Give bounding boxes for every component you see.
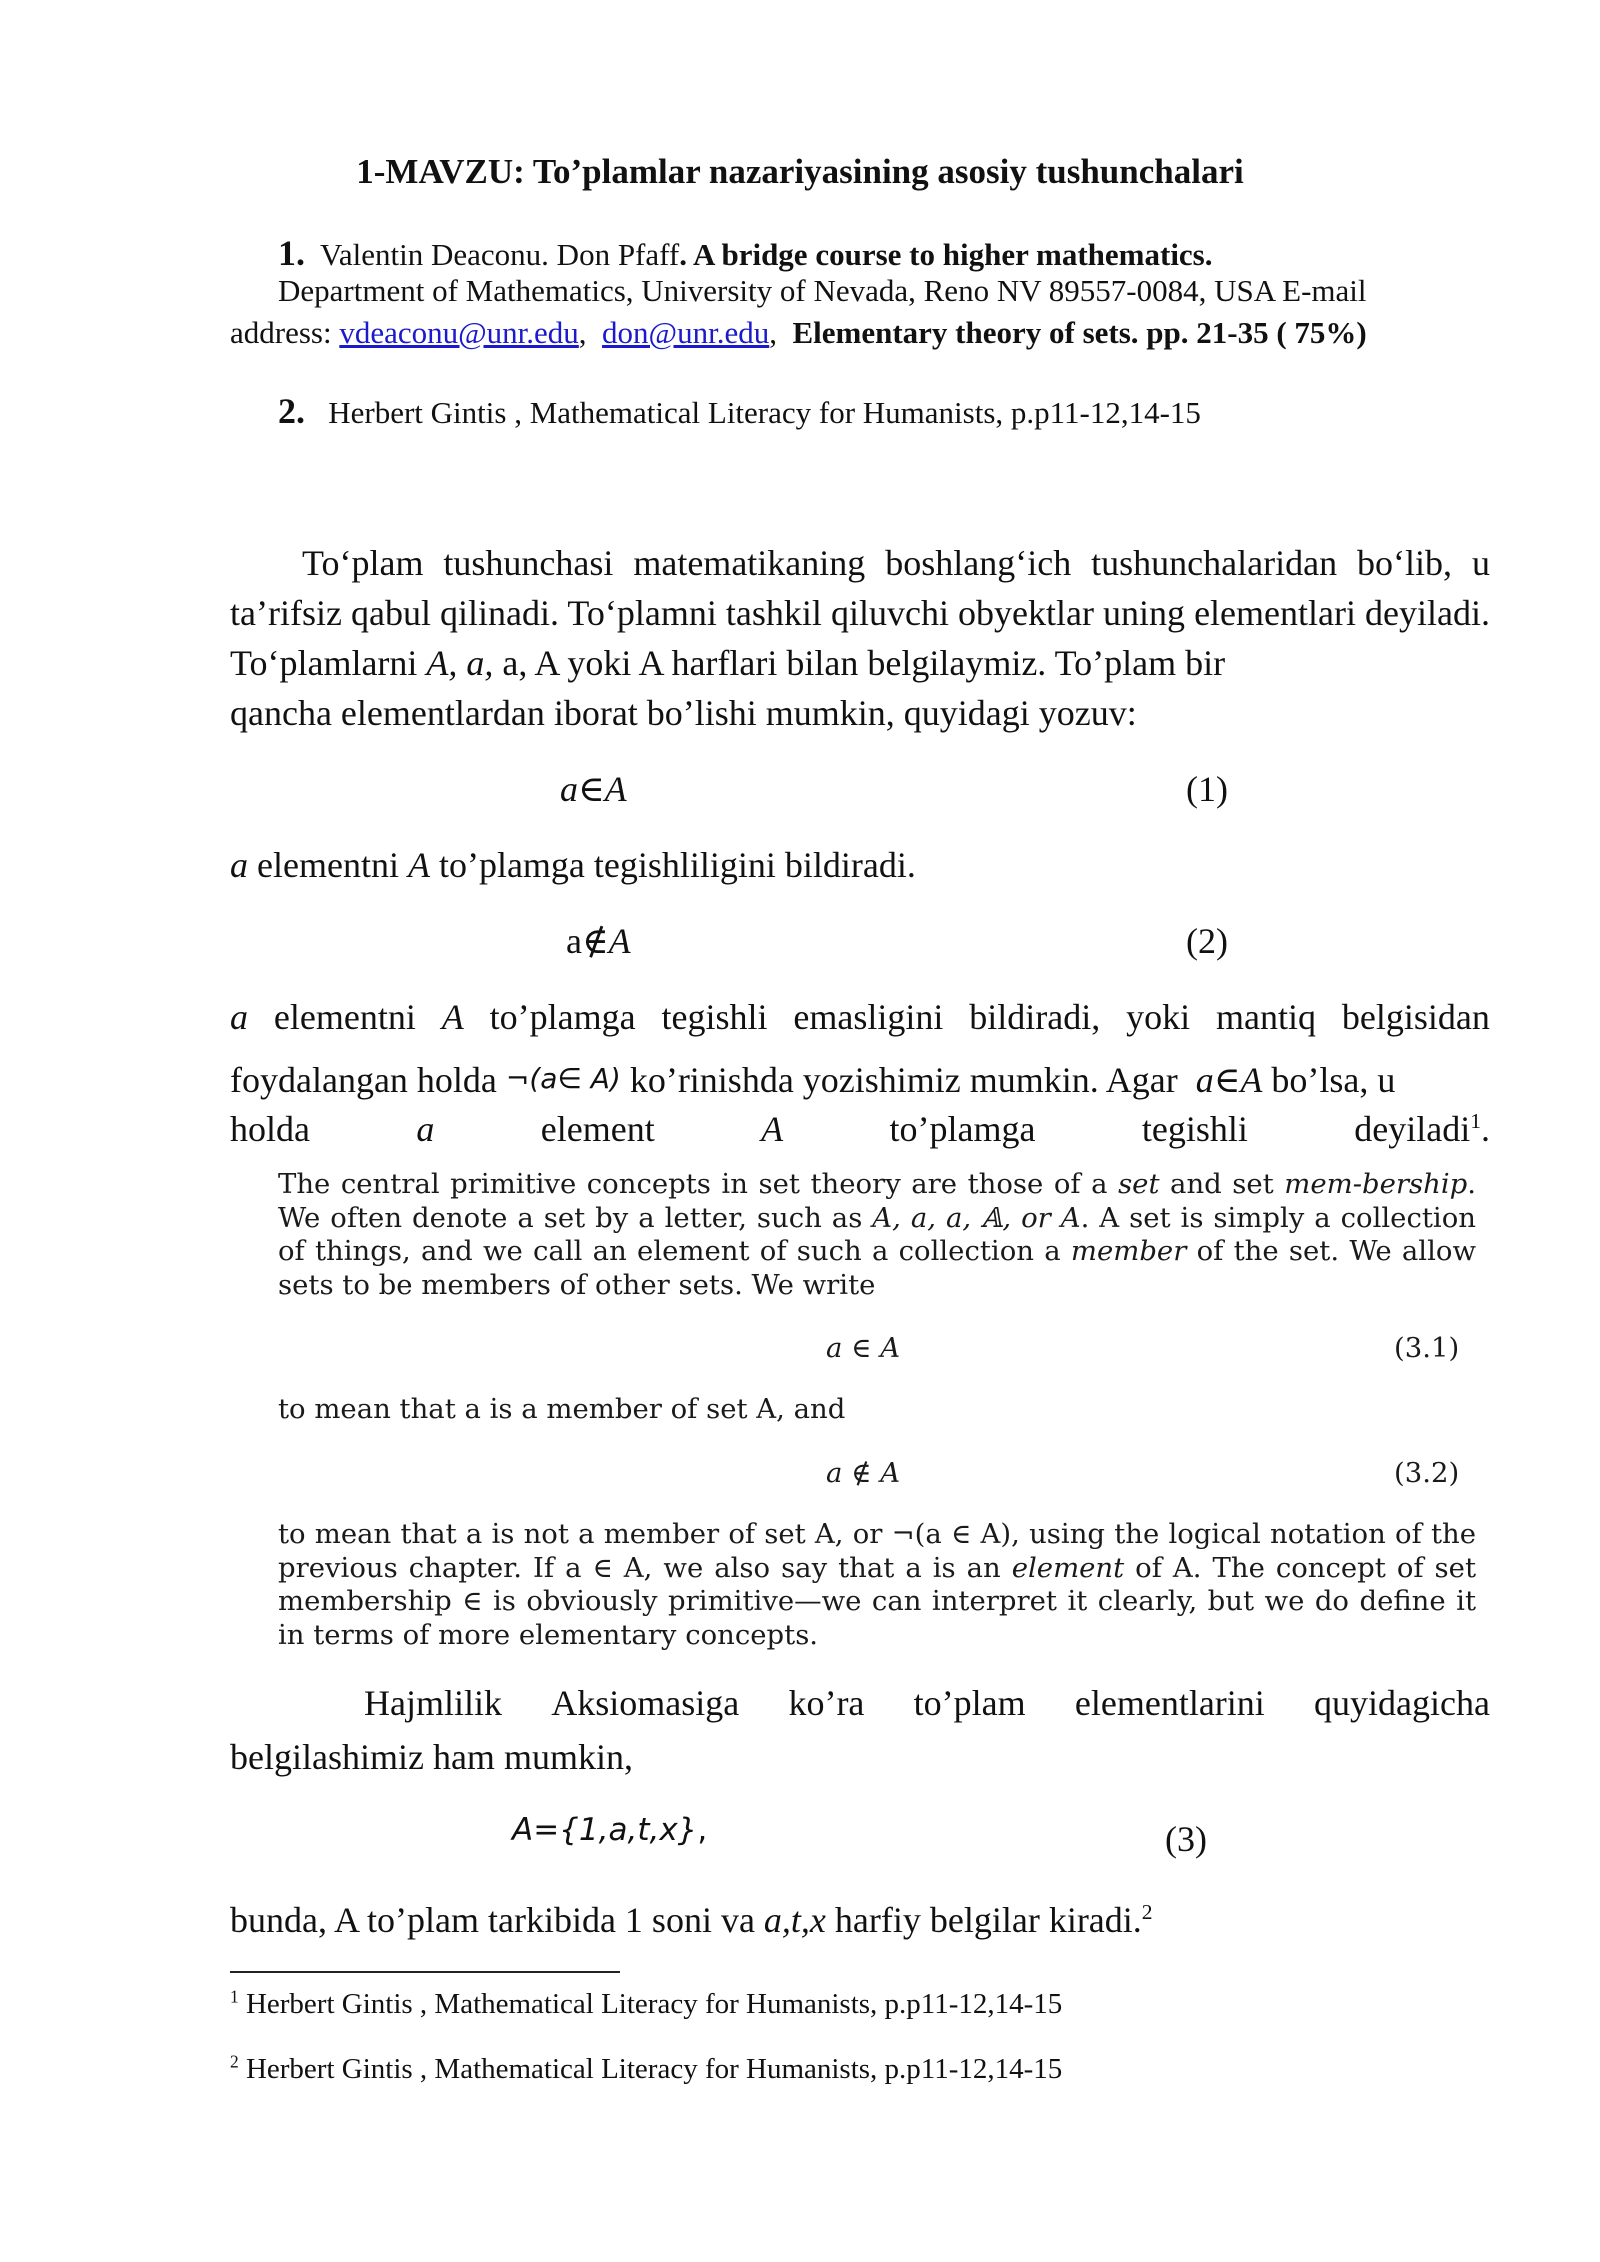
reference-1-book: . A bridge course to higher mathematics. (679, 237, 1213, 272)
footnote-1-text: Herbert Gintis , Mathematical Literacy for Humanists, p.p11-12,14-15 (238, 1988, 1063, 2020)
paragraph-1-after-letters: a, A yoki A harflari bilan belgilaymiz. To’plam bir (493, 643, 1226, 683)
word: quyidagicha (1314, 1683, 1490, 1723)
equation-2 (566, 920, 631, 962)
paragraph-4 (230, 1895, 1153, 1945)
word: A (441, 997, 464, 1037)
email-link-vdeaconu[interactable]: vdeaconu@unr.edu (339, 315, 579, 350)
text: to mean that a is not a member of set A, or ¬(a ∈ A), using the logical notation of the previous chapter. If a ∈ A, we also say that a is an (278, 1518, 1476, 1584)
word: elementlarini (1074, 1683, 1265, 1723)
inline-formula: a∈A (1195, 1060, 1263, 1100)
word: ko’ra (788, 1683, 865, 1723)
eq3-formula: A={1,a,t,x} (512, 1812, 698, 1848)
text-end: to’plamga tegishliligini bildiradi. (429, 845, 916, 885)
eq3-comma: , (697, 1812, 708, 1848)
book-excerpt-mid: to mean that a is a member of set A, and (278, 1393, 846, 1425)
text: of the set. We allow sets to be members of other sets. We write (278, 1235, 1476, 1301)
reference-1-line-3: address: vdeaconu@unr.edu, don@unr.edu, Elementary theory of sets. pp. 21-35 ( 75%) (230, 315, 1367, 350)
paragraph-1-text: To‘plam tushunchasi matematikaning boshlang‘ich tushunchalaridan bo‘lib, u ta’rifsiz qabul qilinadi. To‘plamni tashkil qiluvchi obyektlar uning elementlari deyiladi. To‘plamlarni (230, 543, 1490, 683)
book-excerpt-paragraph-1 (278, 1168, 1476, 1302)
reference-1-chapter: Elementary theory of sets. pp. 21-35 ( 75%) (792, 315, 1367, 350)
not-in-symbol: ∉ (581, 921, 609, 961)
footnote-2 (230, 2053, 1062, 2086)
word: to’plamga (889, 1109, 1036, 1149)
footnote-2-text: Herbert Gintis , Mathematical Literacy for Humanists, p.p11-12,14-15 (238, 2053, 1063, 2085)
var-A: A (407, 845, 430, 885)
text: member (1070, 1235, 1187, 1267)
word: holda (230, 1109, 310, 1149)
var-a: a (230, 845, 248, 885)
footnote-mark-2: 2 (1141, 1900, 1153, 1924)
word: tegishli (1141, 1109, 1248, 1149)
text: bunda, A to’plam tarkibida 1 soni va (230, 1900, 764, 1940)
text: and set (1159, 1168, 1285, 1200)
text: harfiy belgilar kiradi. (825, 1900, 1142, 1940)
word: A (761, 1109, 784, 1149)
word: belgisidan (1341, 997, 1490, 1037)
text: mem-bership (1284, 1168, 1468, 1200)
text-mid: elementni (248, 845, 408, 885)
book-equation-3-2-number: (3.2) (1394, 1457, 1460, 1489)
reference-1-authors: Valentin Deaconu. Don Pfaff (319, 237, 680, 272)
word: Hajmlilik (364, 1683, 502, 1723)
paragraph-3-line-2: belgilashimiz ham mumkin, (230, 1737, 633, 1777)
membership-explanation (230, 840, 916, 890)
word: elementni (273, 997, 416, 1037)
reference-2-number: 2. (278, 391, 305, 431)
text: bo’lsa, u (1262, 1060, 1396, 1100)
footnote-1-mark: 1 (230, 1986, 239, 2007)
text: foydalangan holda (230, 1060, 506, 1100)
reference-1-department: Department of Mathematics, University of Nevada, Reno NV 89557-0084, USA E-mail (278, 273, 1367, 308)
paragraph-2-line-2 (230, 1054, 1395, 1105)
equation-3 (512, 1812, 707, 1848)
footnote-2-mark: 2 (230, 2051, 239, 2072)
text: ko’rinishda yozishimiz mumkin. Agar (620, 1060, 1187, 1100)
equation-1-number: (1) (1186, 769, 1228, 809)
book-excerpt-paragraph-2 (278, 1518, 1476, 1652)
text: . A set is simply a collection of things, and we call an element of such a collection a (278, 1201, 1476, 1267)
paragraph-3-line-1 (364, 1682, 1490, 1724)
paragraph-1 (230, 538, 1490, 688)
word: tegishli (661, 997, 768, 1037)
text: set (1118, 1168, 1160, 1200)
word: yoki (1126, 997, 1191, 1037)
text: The central primitive concepts in set theory are those of a (278, 1168, 1119, 1200)
word: deyiladi (1354, 1109, 1471, 1149)
word: emasligini (793, 997, 944, 1037)
text: . We often denote a set by a letter, such as (278, 1168, 1476, 1234)
reference-1-line-1 (278, 232, 1213, 274)
word: bildiradi, (969, 997, 1101, 1037)
equation-2-number: (2) (1186, 921, 1228, 961)
page-title: 1-MAVZU: To’plamlar nazariyasining asosiy tushunchalari (356, 152, 1244, 191)
text: a,t,x (763, 1900, 826, 1940)
word: to’plam (913, 1683, 1026, 1723)
text: element (1011, 1551, 1125, 1584)
footnote-1 (230, 1988, 1062, 2021)
equation-1: a∈A (560, 769, 627, 809)
word: a (416, 1109, 435, 1149)
paragraph-2-line-3: holda a element A to’plamga tegishli deyiladi$^1$. (230, 1109, 1490, 1149)
book-equation-3-1-number: (3.1) (1394, 1332, 1460, 1364)
footnote-mark-1: 1 (1470, 1109, 1481, 1133)
book-equation-3-1: a ∈ A (826, 1332, 901, 1364)
paragraph-2-line-1 (230, 996, 1490, 1038)
paragraph-1-letters: A, a, (426, 643, 494, 683)
paragraph-1-last-line: qancha elementlardan iborat bo’lishi mumkin, quyidagi yozuv: (230, 693, 1137, 733)
eq2-a: a (566, 921, 582, 961)
book-equation-3-2: a ∉ A (826, 1457, 901, 1489)
footnote-separator (230, 1971, 620, 1973)
text: A, a, a, 𝔸, or A (872, 1201, 1081, 1234)
word: mantiq (1216, 997, 1316, 1037)
reference-2 (278, 390, 1201, 432)
negation-formula: ¬(a∈ A) (505, 1062, 621, 1095)
eq2-A: A (608, 921, 631, 961)
address-label: address: (230, 315, 332, 350)
equation-3-number: (3) (1165, 1819, 1207, 1859)
word: a (230, 997, 248, 1037)
word: Aksiomasiga (551, 1683, 740, 1723)
email-link-don[interactable]: don@unr.edu (602, 315, 770, 350)
reference-2-text: Herbert Gintis , Mathematical Literacy for Humanists, p.p11-12,14-15 (328, 395, 1201, 430)
word: element (540, 1109, 655, 1149)
text: of A. The concept of set membership ∈ is obviously primitive—we can interpret it clearly, but we do define it in terms of more elementary concepts. (278, 1551, 1476, 1651)
reference-1-number: 1. (278, 233, 305, 273)
word: to’plamga (489, 997, 636, 1037)
